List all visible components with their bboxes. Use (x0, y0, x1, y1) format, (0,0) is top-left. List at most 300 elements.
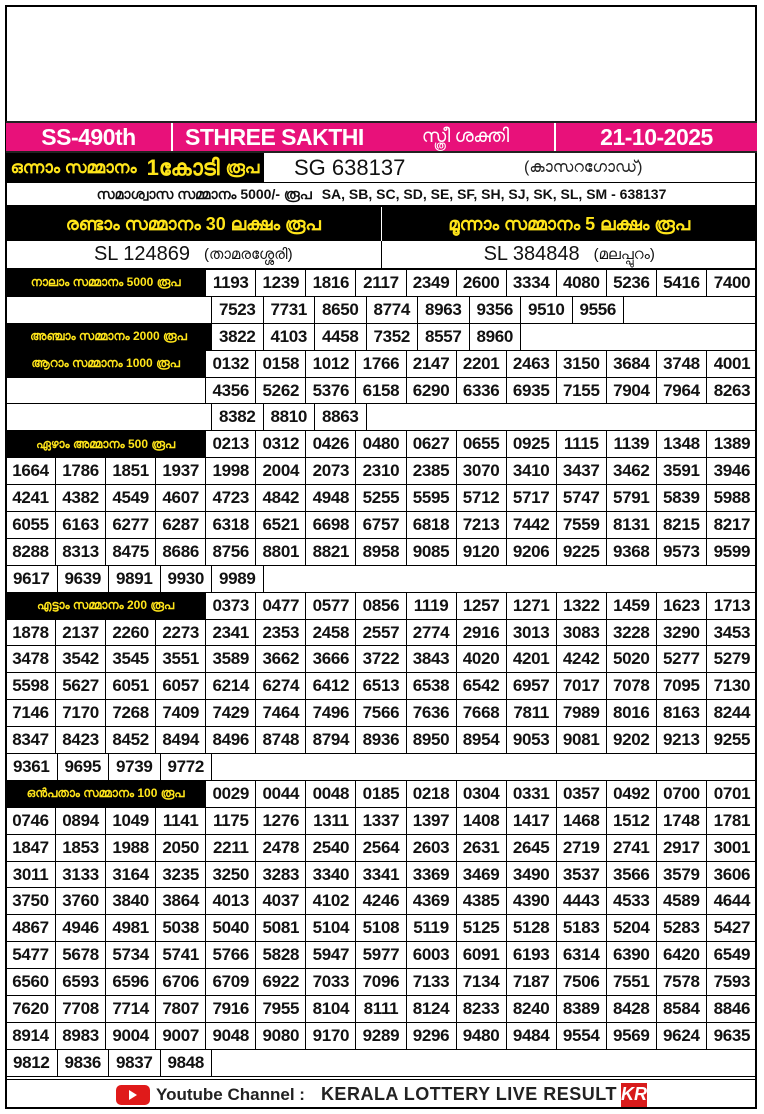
winning-number: 6051 (106, 673, 156, 699)
winning-number: 3537 (557, 862, 607, 888)
winning-number: 7566 (356, 700, 406, 726)
winning-number: 3822 (212, 324, 264, 350)
winning-number: 2341 (206, 620, 256, 646)
prize-row (6, 378, 757, 405)
winning-number: 9007 (156, 1023, 206, 1049)
winning-number: 8954 (457, 727, 507, 753)
winning-number: 7409 (156, 700, 206, 726)
winning-number: 5766 (206, 942, 256, 968)
winning-number: 2147 (407, 351, 457, 377)
winning-number: 7955 (256, 996, 306, 1022)
winning-number: 1348 (657, 431, 707, 457)
winning-number: 2741 (607, 835, 657, 861)
prize-tier-label: ഏഴാം അമ്മാനം 500 രൂപ (6, 431, 206, 457)
winning-number: 5477 (6, 942, 56, 968)
winning-number: 8936 (356, 727, 406, 753)
winning-number: 6193 (507, 942, 557, 968)
winning-number: 9202 (607, 727, 657, 753)
prize-row (6, 485, 757, 512)
winning-number: 3334 (507, 270, 557, 296)
winning-number: 9053 (507, 727, 557, 753)
winning-number: 8428 (607, 996, 657, 1022)
winning-number: 3011 (6, 862, 56, 888)
winning-number: 2073 (306, 458, 356, 484)
winning-number: 0701 (713, 783, 751, 803)
winning-number: 8111 (356, 996, 406, 1022)
winning-number: 2719 (557, 835, 607, 861)
winning-number: 6549 (713, 945, 751, 965)
lottery-name-cell (173, 123, 556, 151)
winning-number: 8494 (156, 727, 206, 753)
prize-row (6, 566, 757, 593)
winning-number: 3684 (607, 351, 657, 377)
winning-number: 4037 (256, 888, 306, 914)
winning-number: 3150 (557, 351, 607, 377)
winning-number: 1012 (306, 351, 356, 377)
winning-number: 5183 (557, 915, 607, 941)
winning-number: 8016 (607, 700, 657, 726)
second-prize-ticket: SL 124869 (93, 243, 190, 265)
kr-logo-icon: KR (621, 1083, 647, 1107)
winning-number: 7964 (657, 378, 707, 404)
winning-number: 4723 (206, 485, 256, 511)
winning-number: 1139 (607, 431, 657, 457)
winning-number: 1512 (607, 808, 657, 834)
winning-number: 4013 (206, 888, 256, 914)
winning-number: 0894 (56, 808, 106, 834)
winning-number: 5734 (106, 942, 156, 968)
first-prize-ticket: SG 638137 (294, 154, 406, 180)
winning-number: 4549 (106, 485, 156, 511)
winning-number: 1816 (306, 270, 356, 296)
winning-number: 6158 (356, 378, 406, 404)
winning-number: 2478 (256, 835, 306, 861)
winning-number: 8650 (315, 297, 367, 323)
winning-number: 9081 (557, 727, 607, 753)
winning-number: 0477 (256, 593, 306, 619)
winning-number: 1311 (306, 808, 356, 834)
winning-number: 8215 (657, 512, 707, 538)
result-header (6, 121, 757, 153)
winning-number: 3341 (356, 862, 406, 888)
empty-cells (264, 566, 758, 592)
winning-number: 2917 (657, 835, 707, 861)
prize-row (6, 996, 757, 1023)
winning-number: 1271 (507, 593, 557, 619)
winning-number: 0312 (256, 431, 306, 457)
winning-number: 9599 (713, 541, 751, 561)
winning-number: 6935 (507, 378, 557, 404)
winning-number: 1408 (457, 808, 507, 834)
winning-number: 4607 (156, 485, 206, 511)
winning-number: 7807 (156, 996, 206, 1022)
prize-row (6, 404, 757, 431)
winning-number: 5262 (256, 378, 306, 404)
winning-number: 1115 (557, 431, 607, 457)
prize-row (6, 620, 757, 647)
winning-number: 2631 (457, 835, 507, 861)
winning-number: 7130 (713, 676, 751, 696)
winning-number: 6287 (156, 512, 206, 538)
third-prize-location: (മലപ്പുറം) (593, 246, 655, 263)
prize-number-grid (6, 270, 757, 1077)
winning-number: 9213 (657, 727, 707, 753)
winning-number: 8240 (507, 996, 557, 1022)
winning-number: 9573 (657, 539, 707, 565)
winning-number: 1276 (256, 808, 306, 834)
winning-number: 5277 (657, 646, 707, 672)
winning-number: 9772 (161, 754, 213, 780)
winning-number: 5988 (713, 488, 751, 508)
winning-number: 7578 (657, 969, 707, 995)
winning-number: 3760 (56, 888, 106, 914)
winning-number: 8263 (713, 380, 751, 400)
winning-number: 2557 (356, 620, 406, 646)
winning-number: 6274 (256, 673, 306, 699)
winning-number: 5104 (306, 915, 356, 941)
winning-number: 4458 (315, 324, 367, 350)
winning-number: 8124 (407, 996, 457, 1022)
winning-number: 8452 (106, 727, 156, 753)
prize-row (6, 324, 757, 351)
empty-cells (212, 1050, 757, 1076)
winning-number: 7170 (56, 700, 106, 726)
winning-number: 7904 (607, 378, 657, 404)
winning-number: 1257 (457, 593, 507, 619)
prize-row (6, 835, 757, 862)
second-third-prize-values (6, 241, 757, 270)
winning-number: 4533 (607, 888, 657, 914)
winning-number: 3070 (457, 458, 507, 484)
winning-number: 5040 (206, 915, 256, 941)
winning-number: 4080 (557, 270, 607, 296)
winning-number: 1389 (713, 434, 751, 454)
winning-number: 7496 (306, 700, 356, 726)
winning-number: 3369 (407, 862, 457, 888)
prize-tier-label: അഞ്ചാം സമ്മാനം 2000 രൂപ (6, 324, 212, 350)
winning-number: 7017 (557, 673, 607, 699)
winning-number: 9080 (256, 1023, 306, 1049)
winning-number: 3750 (6, 888, 56, 914)
first-prize-amount: 1കോടി (146, 154, 220, 180)
winning-number: 6163 (56, 512, 106, 538)
winning-number: 2273 (156, 620, 206, 646)
winning-number: 6057 (156, 673, 206, 699)
winning-number: 9624 (657, 1023, 707, 1049)
winning-number: 7134 (457, 969, 507, 995)
winning-number: 1239 (256, 270, 306, 296)
winning-number: 9048 (206, 1023, 256, 1049)
winning-number: 9639 (58, 566, 110, 592)
prize-row-spacer (6, 297, 212, 323)
winning-number: 1988 (106, 835, 156, 861)
winning-number: 1851 (106, 458, 156, 484)
winning-number: 8958 (356, 539, 406, 565)
winning-number: 6922 (256, 969, 306, 995)
winning-number: 7506 (557, 969, 607, 995)
winning-number: 4948 (306, 485, 356, 511)
winning-number: 2211 (206, 835, 256, 861)
winning-number: 0480 (356, 431, 406, 457)
winning-number: 3946 (713, 461, 751, 481)
winning-number: 2117 (356, 270, 406, 296)
winning-number: 5828 (256, 942, 306, 968)
winning-number: 4201 (507, 646, 557, 672)
winning-number: 3437 (557, 458, 607, 484)
winning-number: 8347 (6, 727, 56, 753)
winning-number: 7096 (356, 969, 406, 995)
winning-number: 0925 (507, 431, 557, 457)
winning-number: 3864 (156, 888, 206, 914)
winning-number: 4981 (106, 915, 156, 941)
winning-number: 7146 (6, 700, 56, 726)
winning-number: 3250 (206, 862, 256, 888)
winning-number: 8686 (156, 539, 206, 565)
winning-number: 4102 (306, 888, 356, 914)
winning-number: 0331 (507, 781, 557, 807)
first-prize-location: (കാസറഗോഡ്) (524, 158, 643, 176)
winning-number: 1468 (557, 808, 607, 834)
winning-number: 4589 (657, 888, 707, 914)
winning-number: 5119 (407, 915, 457, 941)
footer-banner (6, 1079, 757, 1109)
winning-number: 8983 (56, 1023, 106, 1049)
winning-number: 9837 (109, 1050, 161, 1076)
winning-number: 3083 (557, 620, 607, 646)
winning-number: 7551 (607, 969, 657, 995)
winning-number: 6003 (407, 942, 457, 968)
winning-number: 6412 (306, 673, 356, 699)
winning-number: 6214 (206, 673, 256, 699)
winning-number: 1417 (507, 808, 557, 834)
winning-number: 7668 (457, 700, 507, 726)
winning-number: 3545 (106, 646, 156, 672)
winning-number: 0700 (657, 781, 707, 807)
winning-number: 8163 (657, 700, 707, 726)
draw-date: 21-10-2025 (600, 123, 713, 150)
winning-number: 8389 (557, 996, 607, 1022)
winning-number: 5747 (557, 485, 607, 511)
winning-number: 0029 (206, 781, 256, 807)
winning-number: 6538 (407, 673, 457, 699)
winning-number: 9989 (212, 566, 264, 592)
first-prize-label-suffix: രൂപ (225, 157, 260, 177)
winning-number: 3551 (156, 646, 206, 672)
prize-row (6, 646, 757, 673)
winning-number: 9296 (407, 1023, 457, 1049)
winning-number: 3843 (407, 646, 457, 672)
winning-number: 7989 (557, 700, 607, 726)
winning-number: 0304 (457, 781, 507, 807)
winning-number: 0577 (306, 593, 356, 619)
lottery-name: STHREE SAKTHI (185, 123, 364, 150)
winning-number: 5283 (657, 915, 707, 941)
winning-number: 6091 (457, 942, 507, 968)
winning-number: 4246 (356, 888, 406, 914)
winning-number: 9739 (109, 754, 161, 780)
winning-number: 6336 (457, 378, 507, 404)
winning-number: 1141 (156, 808, 206, 834)
winning-number: 7731 (264, 297, 316, 323)
prize-row (6, 781, 757, 808)
winning-number: 8244 (713, 703, 751, 723)
winning-number: 1119 (407, 593, 457, 619)
winning-number: 0492 (607, 781, 657, 807)
winning-number: 8131 (607, 512, 657, 538)
winning-number: 9120 (457, 539, 507, 565)
winning-number: 3666 (306, 646, 356, 672)
winning-number: 7400 (713, 272, 751, 292)
winning-number: 7916 (206, 996, 256, 1022)
winning-number: 3410 (507, 458, 557, 484)
winning-number: 0373 (206, 593, 256, 619)
winning-number: 2458 (306, 620, 356, 646)
empty-cells (367, 404, 758, 430)
winning-number: 9510 (521, 297, 573, 323)
prize-row (6, 431, 757, 458)
winning-number: 6390 (607, 942, 657, 968)
winning-number: 0048 (306, 781, 356, 807)
prize-row (6, 727, 757, 754)
winning-number: 1713 (713, 595, 751, 615)
winning-number: 5416 (657, 270, 707, 296)
winning-number: 9836 (58, 1050, 110, 1076)
winning-number: 5598 (6, 673, 56, 699)
winning-number: 2310 (356, 458, 406, 484)
winning-number: 5947 (306, 942, 356, 968)
winning-number: 8382 (212, 404, 264, 430)
winning-number: 2260 (106, 620, 156, 646)
second-prize-location: (താമരശ്ശേരി) (203, 246, 293, 263)
prize-row (6, 351, 757, 378)
prize-tier-label: നാലാം സമ്മാനം 5000 രൂപ (6, 270, 206, 296)
winning-number: 7213 (457, 512, 507, 538)
winning-number: 8756 (206, 539, 256, 565)
winning-number: 9695 (58, 754, 110, 780)
winning-number: 9569 (607, 1023, 657, 1049)
winning-number: 9930 (161, 566, 213, 592)
winning-number: 4390 (507, 888, 557, 914)
winning-number: 9891 (109, 566, 161, 592)
winning-number: 8496 (206, 727, 256, 753)
winning-number: 9356 (470, 297, 522, 323)
winning-number: 0426 (306, 431, 356, 457)
winning-number: 8423 (56, 727, 106, 753)
winning-number: 8233 (457, 996, 507, 1022)
third-prize-cell (382, 241, 758, 268)
winning-number: 6698 (306, 512, 356, 538)
winning-number: 3478 (6, 646, 56, 672)
first-prize-label (6, 153, 264, 182)
prize-row (6, 673, 757, 700)
winning-number: 0746 (6, 808, 56, 834)
winning-number: 2137 (56, 620, 106, 646)
empty-cells (212, 754, 757, 780)
winning-number: 5627 (56, 673, 106, 699)
winning-number: 1781 (713, 810, 751, 830)
second-prize-label: രണ്ടാം സമ്മാനം 30 ലക്ഷം രൂപ (6, 207, 382, 241)
winning-number: 8963 (418, 297, 470, 323)
winning-number: 8475 (106, 539, 156, 565)
winning-number: 3133 (56, 862, 106, 888)
winning-number: 7708 (56, 996, 106, 1022)
winning-number: 6706 (156, 969, 206, 995)
winning-number: 8863 (315, 404, 367, 430)
consolation-prize-row (6, 183, 757, 207)
winning-number: 1337 (356, 808, 406, 834)
winning-number: 7442 (507, 512, 557, 538)
prize-row (6, 862, 757, 889)
empty-cells (624, 297, 757, 323)
consolation-prize-label: സമാശ്വാസ സമ്മാനം 5000/- രൂപ (96, 185, 312, 202)
winning-number: 5081 (256, 915, 306, 941)
winning-number: 3462 (607, 458, 657, 484)
winning-number: 7593 (713, 972, 751, 992)
consolation-prize-series: SA, SB, SC, SD, SE, SF, SH, SJ, SK, SL, SM - 638137 (321, 186, 667, 202)
winning-number: 3606 (713, 864, 751, 884)
prize-row (6, 808, 757, 835)
winning-number: 0655 (457, 431, 507, 457)
winning-number: 8313 (56, 539, 106, 565)
winning-number: 5125 (457, 915, 507, 941)
winning-number: 1766 (356, 351, 406, 377)
winning-number: 2600 (457, 270, 507, 296)
winning-number: 4443 (557, 888, 607, 914)
winning-number: 7714 (106, 996, 156, 1022)
winning-number: 3591 (657, 458, 707, 484)
winning-number: 3662 (256, 646, 306, 672)
winning-number: 3566 (607, 862, 657, 888)
winning-number: 7429 (206, 700, 256, 726)
winning-number: 6818 (407, 512, 457, 538)
winning-number: 7187 (507, 969, 557, 995)
winning-number: 0132 (206, 351, 256, 377)
winning-number: 5236 (607, 270, 657, 296)
winning-number: 2385 (407, 458, 457, 484)
prize-row (6, 458, 757, 485)
winning-number: 4644 (713, 891, 751, 911)
winning-number: 1623 (657, 593, 707, 619)
winning-number: 2645 (507, 835, 557, 861)
second-prize-cell (6, 241, 382, 268)
winning-number: 6757 (356, 512, 406, 538)
winning-number: 9554 (557, 1023, 607, 1049)
winning-number: 5255 (356, 485, 406, 511)
winning-number: 9484 (507, 1023, 557, 1049)
winning-number: 1459 (607, 593, 657, 619)
prize-row (6, 700, 757, 727)
winning-number: 2463 (507, 351, 557, 377)
winning-number: 6596 (106, 969, 156, 995)
winning-number: 1748 (657, 808, 707, 834)
winning-number: 3542 (56, 646, 106, 672)
winning-number: 3235 (156, 862, 206, 888)
winning-number: 8960 (470, 324, 522, 350)
winning-number: 1878 (6, 620, 56, 646)
winning-number: 8794 (306, 727, 356, 753)
winning-number: 1998 (206, 458, 256, 484)
prize-row-spacer (6, 378, 206, 404)
winning-number: 0856 (356, 593, 406, 619)
winning-number: 1664 (6, 458, 56, 484)
prize-row (6, 593, 757, 620)
winning-number: 6055 (6, 512, 56, 538)
winning-number: 8104 (306, 996, 356, 1022)
prize-tier-label: എട്ടാം സമ്മാനം 200 രൂപ (6, 593, 206, 619)
winning-number: 2564 (356, 835, 406, 861)
winning-number: 5128 (507, 915, 557, 941)
prize-row (6, 539, 757, 566)
